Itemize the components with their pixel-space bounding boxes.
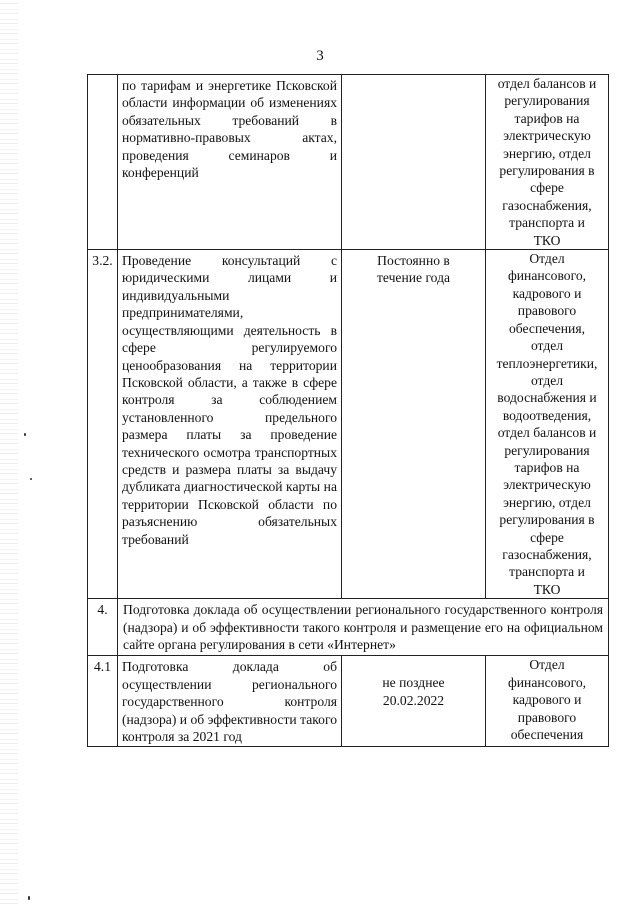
row-responsible: Отдел финансового, кадрового и правового обеспечения, отдел теплоэнергетики, отдел водоснабжения и водоотведения, отдел балансов и регулирования тарифов на электрическую энергию, отдел регулирования в сфере газоснабжения, транспорта и ТКО xyxy=(486,250,609,599)
row-number: 4.1 xyxy=(88,656,118,747)
row-term xyxy=(342,75,486,250)
scan-speck xyxy=(30,478,32,480)
row-description: Проведение консультаций с юридическими лицами и индивидуальными предпринимателями, осуществляющими деятельность в сфере регулируемого ценообразования на территории Псковской области, а также в сфере контроля за соблюдением установленного предельного размера платы за проведение технического осмотра транспортных средств и размера платы за выдачу дубликата диагностической карты на территории Псковской области по разъяснению обязательных требований xyxy=(118,250,342,599)
table-row xyxy=(88,656,609,747)
section-number: 4. xyxy=(88,599,118,656)
row-description: по тарифам и энергетике Псковской области информации об изменениях обязательных требований в нормативно-правовых актах, проведения семинаров и конференций xyxy=(118,75,342,250)
row-responsible: отдел балансов и регулирования тарифов на электрическую энергию, отдел регулирования в сфере газоснабжения, транспорта и ТКО xyxy=(486,75,609,250)
row-responsible: Отдел финансового, кадрового и правового обеспечения xyxy=(486,656,609,747)
table-row xyxy=(88,250,609,599)
scan-speck xyxy=(24,433,26,436)
row-number xyxy=(88,75,118,250)
row-term: не позднее 20.02.2022 xyxy=(342,656,486,747)
scan-speck xyxy=(28,896,30,900)
page-number: 3 xyxy=(316,48,324,64)
row-term: Постоянно в течение года xyxy=(342,250,486,599)
table-row xyxy=(88,75,609,250)
row-description: Подготовка доклада об осуществлении регионального государственного контроля (надзора) и об эффективности такого контроля за 2021 год xyxy=(118,656,342,747)
section-row xyxy=(88,599,609,656)
section-title: Подготовка доклада об осуществлении регионального государственного контроля (надзора) и об эффективности такого контроля и размещение его на официальном сайте органа регулирования в сети «Интернет» xyxy=(118,599,609,656)
row-number: 3.2. xyxy=(88,250,118,599)
plan-table xyxy=(87,74,609,747)
scan-edge-noise xyxy=(0,0,18,905)
